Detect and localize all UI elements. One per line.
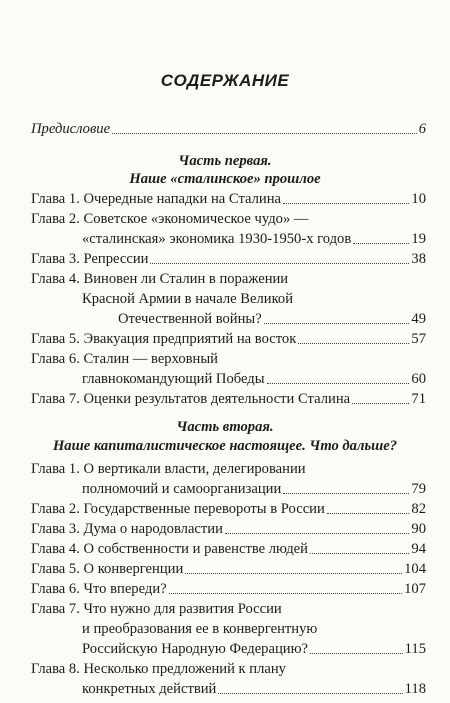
entry-label: «сталинская» экономика 1930-1950-х годов — [82, 231, 352, 247]
dot-leader — [327, 503, 410, 514]
toc-entry-p2-ch1-line1: Глава 1. О вертикали власти, делегировании — [31, 461, 306, 477]
dot-leader — [298, 333, 409, 344]
page-number: 118 — [404, 681, 426, 697]
toc-entry-p1-ch5 — [31, 329, 426, 349]
page-number: 79 — [411, 481, 426, 497]
page-number: 60 — [411, 371, 426, 387]
dot-leader — [264, 313, 410, 324]
dot-leader — [225, 523, 410, 534]
dot-leader — [283, 193, 409, 204]
entry-label: Глава 2. Государственные перевороты в России — [31, 501, 325, 517]
part2-title: Наше капиталистическое настоящее. Что дальше? — [52, 438, 398, 454]
part1-title: Наше «сталинское» прошлое — [129, 171, 321, 187]
toc-entry-p2-ch5 — [31, 559, 426, 579]
entry-label: Глава 1. Очередные нападки на Сталина — [31, 191, 281, 207]
entry-label: Предисловие — [31, 121, 111, 137]
page-number: 104 — [404, 561, 426, 577]
dot-leader — [267, 373, 410, 384]
page-number: 82 — [411, 501, 426, 517]
page-number: 57 — [411, 331, 426, 347]
page-number: 19 — [411, 231, 426, 247]
page-number: 90 — [411, 521, 426, 537]
entry-label: Российскую Народную Федерацию? — [82, 641, 308, 657]
dot-leader — [150, 253, 409, 264]
entry-label: Глава 6. Что впереди? — [31, 581, 167, 597]
entry-label: главнокомандующий Победы — [82, 371, 265, 387]
entry-label: Глава 5. О конвергенции — [31, 561, 184, 577]
toc-entry-p1-ch2 — [82, 229, 426, 249]
toc-entry-p2-ch7-line1: Глава 7. Что нужно для развития России — [31, 601, 282, 617]
page-number: 71 — [411, 391, 426, 407]
toc-entry-p2-ch7 — [82, 639, 426, 659]
toc-entry-p2-ch6 — [31, 579, 426, 599]
page-number: 49 — [411, 311, 426, 327]
dot-leader — [283, 483, 409, 494]
dot-leader — [185, 563, 402, 574]
part2-label: Часть вторая. — [176, 419, 274, 435]
page-number: 6 — [418, 121, 426, 137]
entry-label: Глава 4. О собственности и равенстве людей — [31, 541, 308, 557]
toc-entry-p1-ch4-line2: Красной Армии в начале Великой — [82, 291, 294, 307]
dot-leader — [218, 683, 402, 694]
toc-entry-p2-ch2 — [31, 499, 426, 519]
toc-entry-p2-ch3 — [31, 519, 426, 539]
page-number: 115 — [404, 641, 426, 657]
dot-leader — [169, 583, 403, 594]
toc-entry-p1-ch6 — [82, 369, 426, 389]
page-number: 38 — [411, 251, 426, 267]
toc-title: СОДЕРЖАНИЕ — [160, 71, 290, 90]
page-number: 10 — [411, 191, 426, 207]
page-number: 94 — [411, 541, 426, 557]
dot-leader — [112, 123, 417, 134]
dot-leader — [352, 393, 409, 404]
dot-leader — [310, 643, 403, 654]
entry-label: Глава 5. Эвакуация предприятий на восток — [31, 331, 297, 347]
toc-entry-p2-ch8 — [82, 679, 426, 699]
toc-entry-preface — [31, 119, 426, 139]
entry-label: Глава 3. Репрессии — [31, 251, 149, 267]
toc-entry-p1-ch7 — [31, 389, 426, 409]
entry-label: Глава 3. Дума о народовластии — [31, 521, 223, 537]
toc-entry-p2-ch8-line1: Глава 8. Несколько предложений к плану — [31, 661, 286, 677]
entry-label: конкретных действий — [82, 681, 217, 697]
toc-entry-p2-ch4 — [31, 539, 426, 559]
entry-label: Глава 7. Оценки результатов деятельности Сталина — [31, 391, 351, 407]
toc-entry-p2-ch7-line2: и преобразования ее в конвергентную — [82, 621, 318, 637]
toc-entry-p1-ch6-line1: Глава 6. Сталин — верховный — [31, 351, 218, 367]
part1-label: Часть первая. — [178, 153, 272, 169]
page-number: 107 — [404, 581, 426, 597]
entry-label: Отечественной войны? — [118, 311, 262, 327]
toc-entry-p1-ch4 — [118, 309, 426, 329]
dot-leader — [353, 233, 409, 244]
toc-entry-p1-ch2-line1: Глава 2. Советское «экономическое чудо» — — [31, 211, 309, 227]
toc-entry-p1-ch3 — [31, 249, 426, 269]
toc-entry-p1-ch1 — [31, 189, 426, 209]
entry-label: полномочий и самоорганизации — [82, 481, 282, 497]
toc-entry-p2-ch1 — [82, 479, 426, 499]
toc-entry-p1-ch4-line1: Глава 4. Виновен ли Сталин в поражении — [31, 271, 289, 287]
dot-leader — [310, 543, 410, 554]
